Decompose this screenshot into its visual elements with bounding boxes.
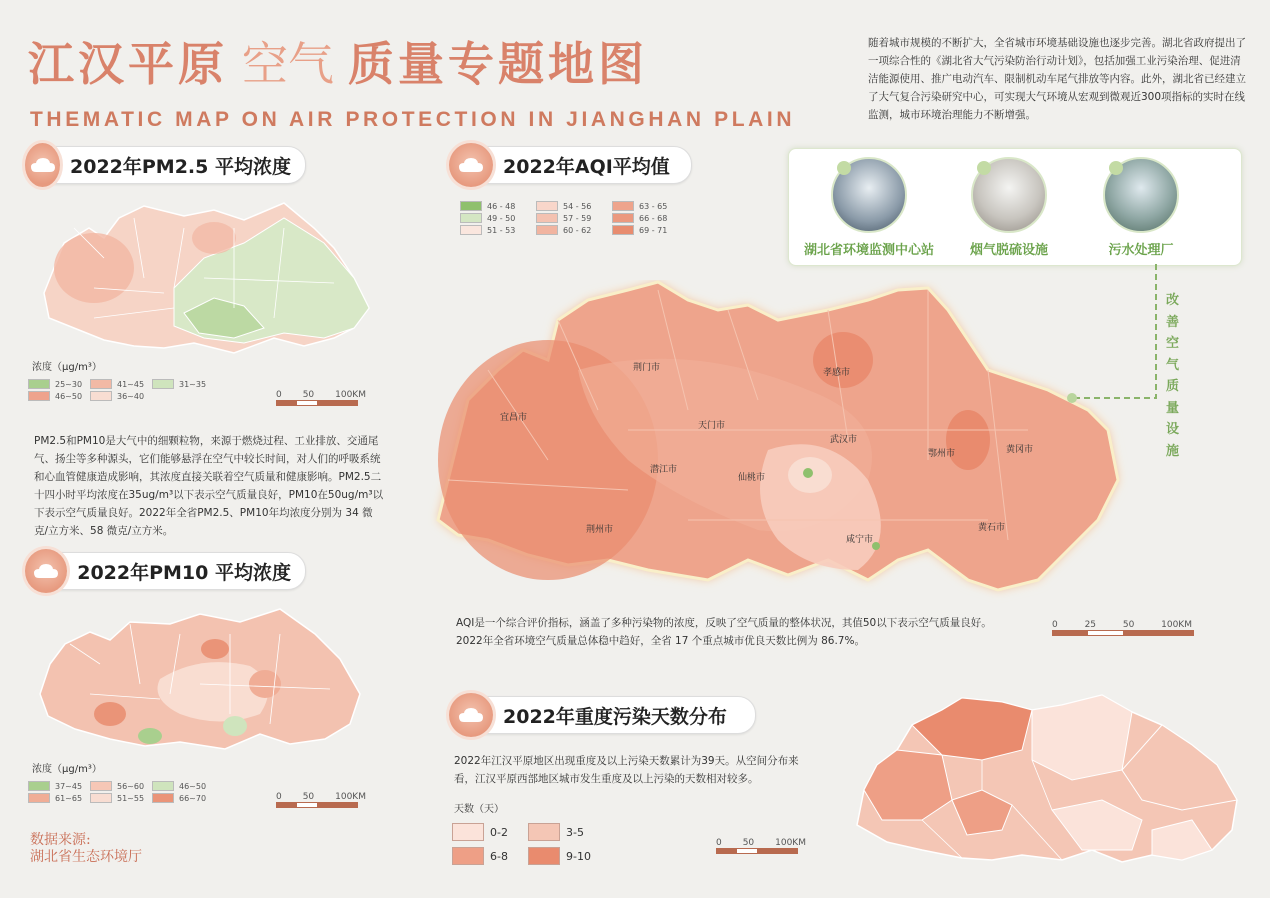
scale-label: 50: [742, 838, 755, 848]
city-label: 鄂州市: [928, 449, 956, 459]
legend-swatch: [460, 225, 482, 235]
legend-swatch: [28, 391, 50, 401]
legend-swatch: [460, 201, 482, 211]
legend-swatch: [90, 391, 112, 401]
legend-item: [460, 212, 536, 224]
scale-label: 50: [302, 792, 315, 802]
legend-label: 54 - 56: [563, 201, 592, 211]
scale-label: 25: [1084, 620, 1097, 630]
title-part2: 空气: [242, 37, 334, 91]
legend-label: 60 - 62: [563, 225, 592, 235]
pm25-map: [34, 198, 374, 358]
city-label: 荆门市: [633, 363, 661, 373]
cloud-icon: [449, 693, 493, 737]
page-subtitle: THEMATIC MAP ON AIR PROTECTION IN JIANGHAN PLAIN: [30, 108, 796, 131]
city-label: 黄冈市: [1006, 445, 1034, 455]
legend-label: 66 - 68: [639, 213, 668, 223]
legend-swatch: [612, 201, 634, 211]
legend-item: [152, 378, 214, 390]
scale-label: 50: [302, 390, 315, 400]
legend-swatch: [90, 781, 112, 791]
legend-item: [90, 390, 152, 402]
legend-swatch: [152, 379, 174, 389]
cloud-icon: [25, 549, 67, 593]
legend-swatch: [536, 213, 558, 223]
facility-monitoring-center: [799, 157, 939, 258]
legend-swatch: [28, 781, 50, 791]
legend-label: 36~40: [117, 391, 145, 401]
aqi-scale: [1052, 620, 1202, 636]
pm-description: PM2.5和PM10是大气中的细颗粒物，来源于燃烧过程、工业排放、交通尾气、扬尘等多种源头，它们能够悬浮在空气中较长时间，对人们的呼吸系统和心血管健康造成影响，其浓度直接关联着空气质量和健康影响。PM2.5二十四小时平均浓度在35ug/m³以下表示空气质量良好，PM10在50ug/m³以下表示空气质量良好。2022年全省PM2.5、PM10年均浓度分别为 34 微克/立方米、58 微克/立方米。: [34, 435, 384, 537]
pm10-title: 2022年PM10 平均浓度: [77, 561, 291, 584]
scale-label: 0: [1052, 620, 1058, 630]
pm25-legend: [28, 378, 228, 402]
pollution-legend: [452, 820, 612, 868]
legend-label: 25~30: [55, 379, 83, 389]
city-label: 武汉市: [830, 435, 858, 445]
pollution-map: [852, 690, 1248, 870]
pm10-section-title: [32, 552, 306, 590]
scale-label: 100KM: [335, 792, 366, 802]
legend-swatch: [28, 793, 50, 803]
legend-label: 63 - 65: [639, 201, 668, 211]
title-part3: 质量专题地图: [348, 37, 648, 91]
connector-line: [1064, 264, 1164, 408]
legend-swatch: [528, 823, 560, 841]
legend-swatch: [90, 379, 112, 389]
pm10-legend-title: 浓度（μg/m³）: [32, 764, 102, 775]
legend-item: [90, 792, 152, 804]
legend-item: [152, 780, 214, 792]
legend-label: 46~50: [55, 391, 83, 401]
scale-bar: [276, 400, 358, 406]
legend-item: [28, 780, 90, 792]
legend-item: [536, 212, 612, 224]
source-name: 湖北省生态环境厅: [30, 849, 142, 865]
legend-swatch: [28, 379, 50, 389]
facility-label: 污水处理厂: [1108, 243, 1174, 258]
scale-bar: [276, 802, 358, 808]
scale-label: 100KM: [775, 838, 806, 848]
pollution-description: 2022年江汉平原地区出现重度及以上污染天数累计为39天。从空间分布来看，江汉平原西部地区城市发生重度及以上污染的天数相对较多。: [454, 755, 799, 785]
legend-label: 69 - 71: [639, 225, 668, 235]
legend-swatch: [452, 823, 484, 841]
legend-label: 56~60: [117, 781, 145, 791]
city-label: 宜昌市: [500, 413, 528, 423]
scale-bar: [1052, 630, 1194, 636]
city-label: 咸宁市: [846, 535, 874, 545]
legend-label: 51 - 53: [487, 225, 516, 235]
pollution-scale: [716, 838, 826, 854]
source-label: 数据来源:: [30, 832, 91, 848]
legend-item: [28, 378, 90, 390]
legend-item: [536, 224, 612, 236]
legend-label: 51~55: [117, 793, 145, 803]
legend-swatch: [536, 201, 558, 211]
scale-label: 0: [276, 390, 282, 400]
legend-item: [460, 200, 536, 212]
facility-label: 湖北省环境监测中心站: [803, 243, 934, 258]
legend-item: [452, 820, 528, 844]
intro-text: 随着城市规模的不断扩大，全省城市环境基础设施也逐步完善。湖北省政府提出了一项综合性的《湖北省大气污染防治行动计划》，包括加强工业污染治理、促进清洁能源使用、推广电动汽车、限制机动车尾气排放等内容。此外，湖北省已经建立了大气复合污染研究中心，可实现大气环境从宏观到微观近300项指标的实时在线监测，城市环境治理能力不断增强。: [868, 37, 1246, 121]
title-part1: 江汉平原: [28, 37, 228, 91]
legend-item: [452, 844, 528, 868]
aqi-legend: [460, 200, 700, 236]
legend-item: [612, 212, 688, 224]
page-title: [28, 28, 648, 94]
legend-item: [536, 200, 612, 212]
legend-label: 57 - 59: [563, 213, 592, 223]
city-label: 天门市: [698, 421, 726, 431]
marker-dot: [1109, 161, 1123, 175]
legend-label: 6-8: [490, 849, 508, 863]
legend-item: [28, 390, 90, 402]
legend-label: 49 - 50: [487, 213, 516, 223]
legend-label: 31~35: [179, 379, 207, 389]
city-label: 孝感市: [823, 368, 851, 378]
legend-swatch: [152, 781, 174, 791]
aqi-description: AQI是一个综合评价指标，涵盖了多种污染物的浓度，反映了空气质量的整体状况，其值50以下表示空气质量良好。2022年全省环境空气质量总体稳中趋好，全省 17 个重点城市优良天数比例为 86.7%。: [456, 617, 992, 647]
scale-label: 0: [276, 792, 282, 802]
data-source: [30, 832, 142, 866]
pm25-scale: [276, 390, 386, 406]
legend-label: 41~45: [117, 379, 145, 389]
city-label: 仙桃市: [738, 473, 766, 483]
scale-label: 0: [716, 838, 722, 848]
marker-dot: [837, 161, 851, 175]
facility-desulfurization: [939, 157, 1079, 258]
legend-swatch: [528, 847, 560, 865]
pollution-title: 2022年重度污染天数分布: [503, 705, 727, 728]
legend-label: 37~45: [55, 781, 83, 791]
city-label: 潜江市: [650, 465, 678, 475]
legend-item: [528, 820, 604, 844]
legend-label: 61~65: [55, 793, 83, 803]
legend-label: 46~50: [179, 781, 207, 791]
scale-label: 100KM: [335, 390, 366, 400]
pm10-map: [30, 604, 370, 754]
legend-item: [90, 378, 152, 390]
facility-label: 烟气脱硫设施: [969, 243, 1048, 258]
legend-label: 3-5: [566, 825, 584, 839]
pm10-scale: [276, 792, 386, 808]
legend-item: [528, 844, 604, 868]
legend-item: [90, 780, 152, 792]
scale-bar: [716, 848, 798, 854]
pm25-section-title: [32, 146, 306, 184]
scale-label: 100KM: [1161, 620, 1192, 630]
legend-item: [152, 792, 214, 804]
legend-label: 9-10: [566, 849, 591, 863]
pm10-legend: [28, 780, 228, 804]
pm25-legend-title: 浓度（μg/m³）: [32, 362, 102, 373]
aqi-map: [428, 280, 1128, 610]
marker-dot: [977, 161, 991, 175]
legend-label: 0-2: [490, 825, 508, 839]
scale-label: 50: [1122, 620, 1135, 630]
legend-item: [460, 224, 536, 236]
legend-swatch: [452, 847, 484, 865]
cloud-icon: [449, 143, 493, 187]
legend-swatch: [90, 793, 112, 803]
facility-panel: [788, 148, 1242, 266]
legend-item: [28, 792, 90, 804]
facility-sewage-plant: [1071, 157, 1211, 258]
aqi-title: 2022年AQI平均值: [503, 155, 670, 178]
aqi-section-title: [456, 146, 692, 184]
legend-item: [612, 200, 688, 212]
legend-label: 46 - 48: [487, 201, 516, 211]
city-label: 黄石市: [978, 523, 1006, 533]
pollution-legend-title: 天数（天）: [454, 804, 504, 815]
legend-item: [612, 224, 688, 236]
legend-label: 66~70: [179, 793, 207, 803]
pollution-section-title: [456, 696, 756, 734]
legend-swatch: [536, 225, 558, 235]
pm25-title: 2022年PM2.5 平均浓度: [70, 155, 291, 178]
legend-swatch: [152, 793, 174, 803]
cloud-icon: [25, 143, 60, 187]
improve-facilities-label: 改善空气质量设施: [1166, 293, 1180, 459]
legend-swatch: [460, 213, 482, 223]
legend-swatch: [612, 225, 634, 235]
city-label: 荆州市: [586, 525, 614, 535]
legend-swatch: [612, 213, 634, 223]
